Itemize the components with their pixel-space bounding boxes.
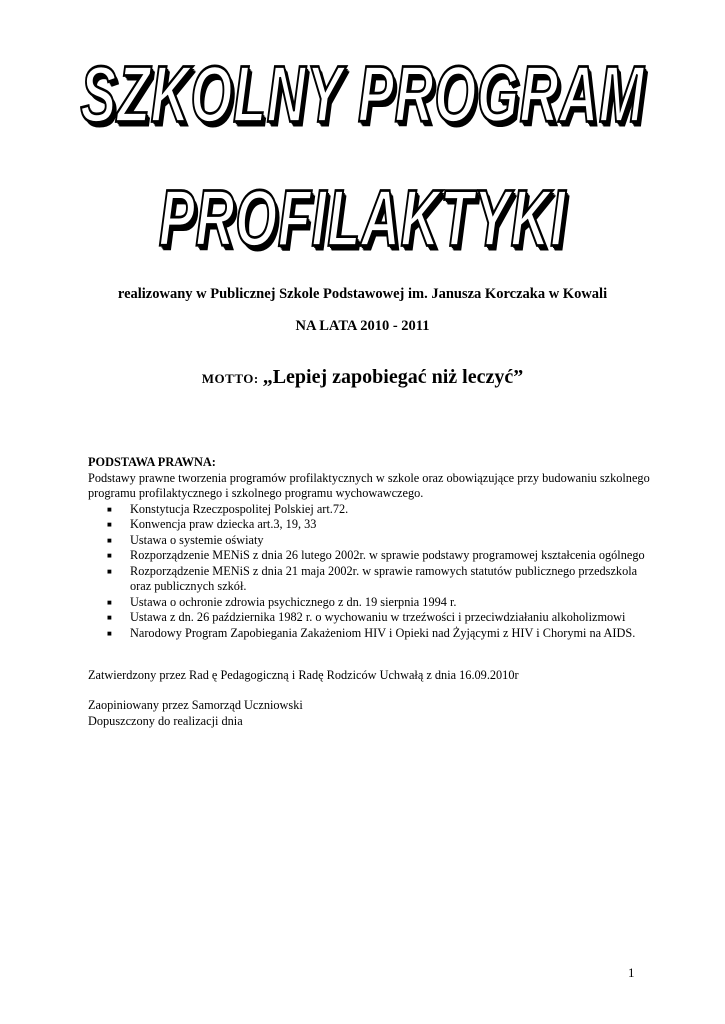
list-item bbox=[88, 533, 658, 549]
legal-basis-heading: PODSTAWA PRAWNA: bbox=[88, 455, 216, 469]
list-item-text: Ustawa o ochronie zdrowia psychicznego z dn. 19 sierpnia 1994 r. bbox=[130, 594, 457, 609]
motto-text: „Lepiej zapobiegać niż leczyć” bbox=[262, 366, 524, 388]
opinion-line-1: Zaopiniowany przez Samorząd Uczniowski bbox=[88, 698, 303, 712]
list-item bbox=[88, 502, 658, 518]
bullet-square-icon: ■ bbox=[107, 597, 112, 607]
list-item-text: Konwencja praw dziecka art.3, 19, 33 bbox=[130, 517, 317, 531]
approval-note bbox=[88, 668, 658, 684]
legal-basis-section bbox=[88, 455, 658, 641]
bullet-square-icon: ■ bbox=[107, 551, 112, 560]
list-item-text: Narodowy Program Zapobiegania Zakażeniom HIV i Opieki nad Żyjącymi z HIV i Chorymi na AIDS. bbox=[130, 625, 636, 640]
legal-basis-list bbox=[88, 502, 658, 642]
opinion-note bbox=[88, 698, 658, 729]
list-item bbox=[88, 517, 658, 533]
approval-text: Zatwierdzony przez Rad ę Pedagogiczną i Radę Rodziców Uchwałą z dnia 16.09.2010r bbox=[88, 668, 519, 682]
list-item bbox=[88, 548, 658, 564]
motto-label: MOTTO: bbox=[201, 371, 259, 386]
bullet-square-icon: ■ bbox=[107, 628, 112, 638]
list-item bbox=[88, 564, 658, 595]
school-subtitle: realizowany w Publicznej Szkole Podstawowej im. Janusza Korczaka w Kowali bbox=[117, 286, 608, 302]
list-item bbox=[88, 595, 658, 611]
page-number: 1 bbox=[628, 965, 635, 980]
bullet-square-icon: ■ bbox=[107, 566, 112, 576]
title-wordart-line1: SZKOLNY PROGRAM bbox=[80, 49, 645, 139]
list-item-text: Ustawa z dn. 26 października 1982 r. o wychowaniu w trzeźwości i przeciwdziałaniu alkoholizmowi bbox=[130, 610, 626, 624]
list-item-text: Ustawa o systemie oświaty bbox=[130, 532, 264, 547]
legal-basis-intro: Podstawy prawne tworzenia programów profilaktycznych w szkole oraz obowiązujące przy budowaniu szkolnego programu profilaktycznego i szkolnego programu wychowawczego. bbox=[88, 470, 650, 500]
list-item-text: Rozporządzenie MENiS z dnia 21 maja 2002r. w sprawie ramowych statutów publicznego przedszkola oraz publicznych szkół. bbox=[130, 563, 638, 593]
title-wordart-line2: PROFILAKTYKI bbox=[158, 173, 567, 263]
list-item-text: Konstytucja Rzeczpospolitej Polskiej art.72. bbox=[130, 501, 349, 516]
bullet-square-icon: ■ bbox=[107, 613, 112, 622]
opinion-line-2: Dopuszczony do realizacji dnia bbox=[88, 713, 243, 728]
list-item bbox=[88, 626, 658, 642]
bullet-square-icon: ■ bbox=[107, 504, 112, 514]
motto bbox=[0, 364, 725, 392]
list-item bbox=[88, 610, 658, 626]
program-years: NA LATA 2010 - 2011 bbox=[295, 318, 430, 334]
bullet-square-icon: ■ bbox=[107, 535, 112, 545]
list-item-text: Rozporządzenie MENiS z dnia 26 lutego 2002r. w sprawie podstawy programowej kształcenia ogólnego bbox=[130, 548, 645, 562]
bullet-square-icon: ■ bbox=[107, 520, 112, 529]
